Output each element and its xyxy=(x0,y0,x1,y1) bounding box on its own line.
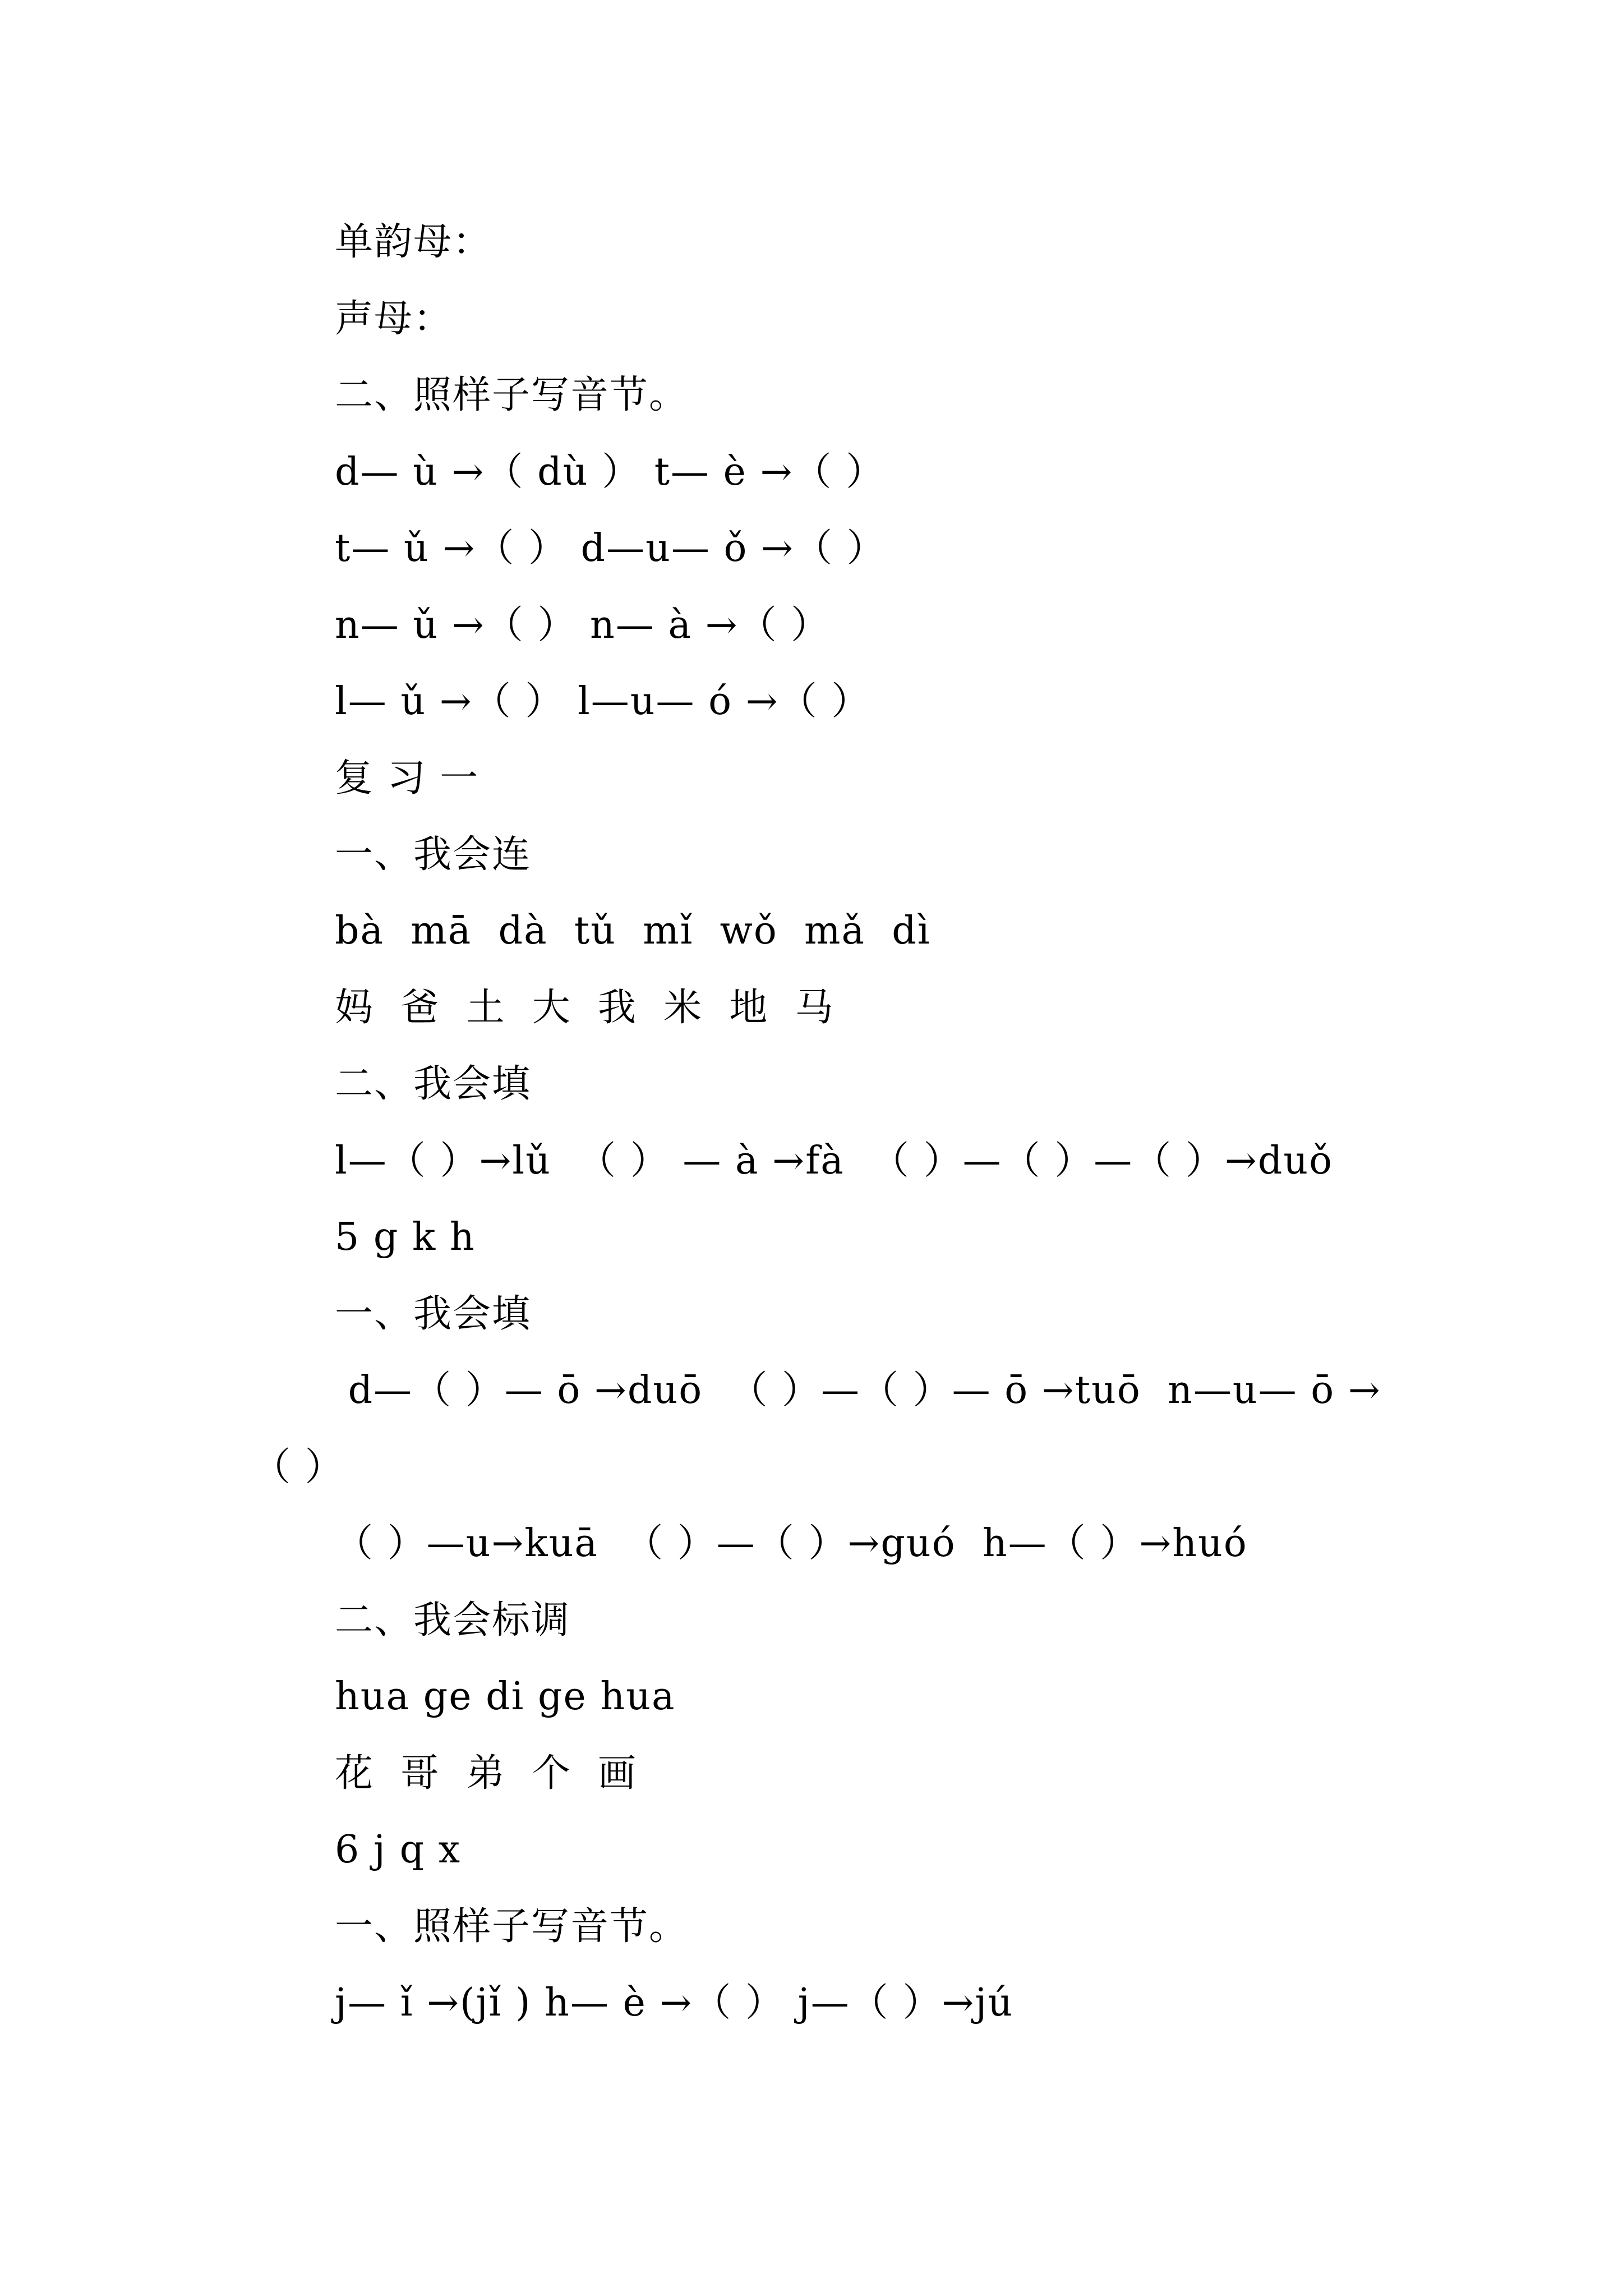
exercise-line: t— ǔ →（ ） d—u— ǒ →（ ） xyxy=(335,526,886,570)
exercise-heading: 一、照样子写音节。 xyxy=(335,1904,689,1949)
exercise-line: n— ǔ →（ ） n— à →（ ） xyxy=(335,603,831,647)
exercise-line: d—（ ）— ō →duō （ ）—（ ）— ō →tuō n—u— ō → xyxy=(335,1368,1381,1412)
exercise-line: l— ǔ →（ ） l—u— ó →（ ） xyxy=(335,679,871,724)
exercise-heading: 二、我会填 xyxy=(335,1062,532,1106)
lesson-heading: 5 g k h xyxy=(335,1215,476,1259)
heading-initials: 声母： xyxy=(335,297,453,341)
pinyin-row: bà mā dà tǔ mǐ wǒ mǎ dì xyxy=(335,909,931,953)
lesson-heading: 6 j q x xyxy=(335,1828,462,1872)
exercise-line: j— ǐ →(jǐ ) h— è →（ ） j—（ ）→jú xyxy=(335,1981,1014,2025)
exercise-line: d— ù →（ dù ） t— è →（ ） xyxy=(335,450,886,494)
exercise-line: l—（ ）→lǔ （ ） — à →fà （ ）—（ ）—（ ）→duǒ xyxy=(335,1139,1334,1183)
pinyin-row: hua ge di ge hua xyxy=(335,1674,676,1719)
character-row: 妈 爸 土 大 我 米 地 马 xyxy=(335,986,834,1030)
character-row: 花 哥 弟 个 画 xyxy=(335,1751,637,1796)
exercise-line: （ ）—u→kuā （ ）—（ ）→guó h—（ ）→huó xyxy=(335,1521,1248,1566)
heading-single-finals: 单韵母： xyxy=(335,220,492,264)
exercise-heading: 一、我会连 xyxy=(335,832,532,877)
exercise-line-wrap: （ ） xyxy=(252,1445,344,1489)
section-title: 复 习 一 xyxy=(335,756,479,800)
exercise-heading: 二、照样子写音节。 xyxy=(335,373,689,417)
exercise-heading: 二、我会标调 xyxy=(335,1598,571,1642)
exercise-heading: 一、我会填 xyxy=(335,1292,532,1336)
